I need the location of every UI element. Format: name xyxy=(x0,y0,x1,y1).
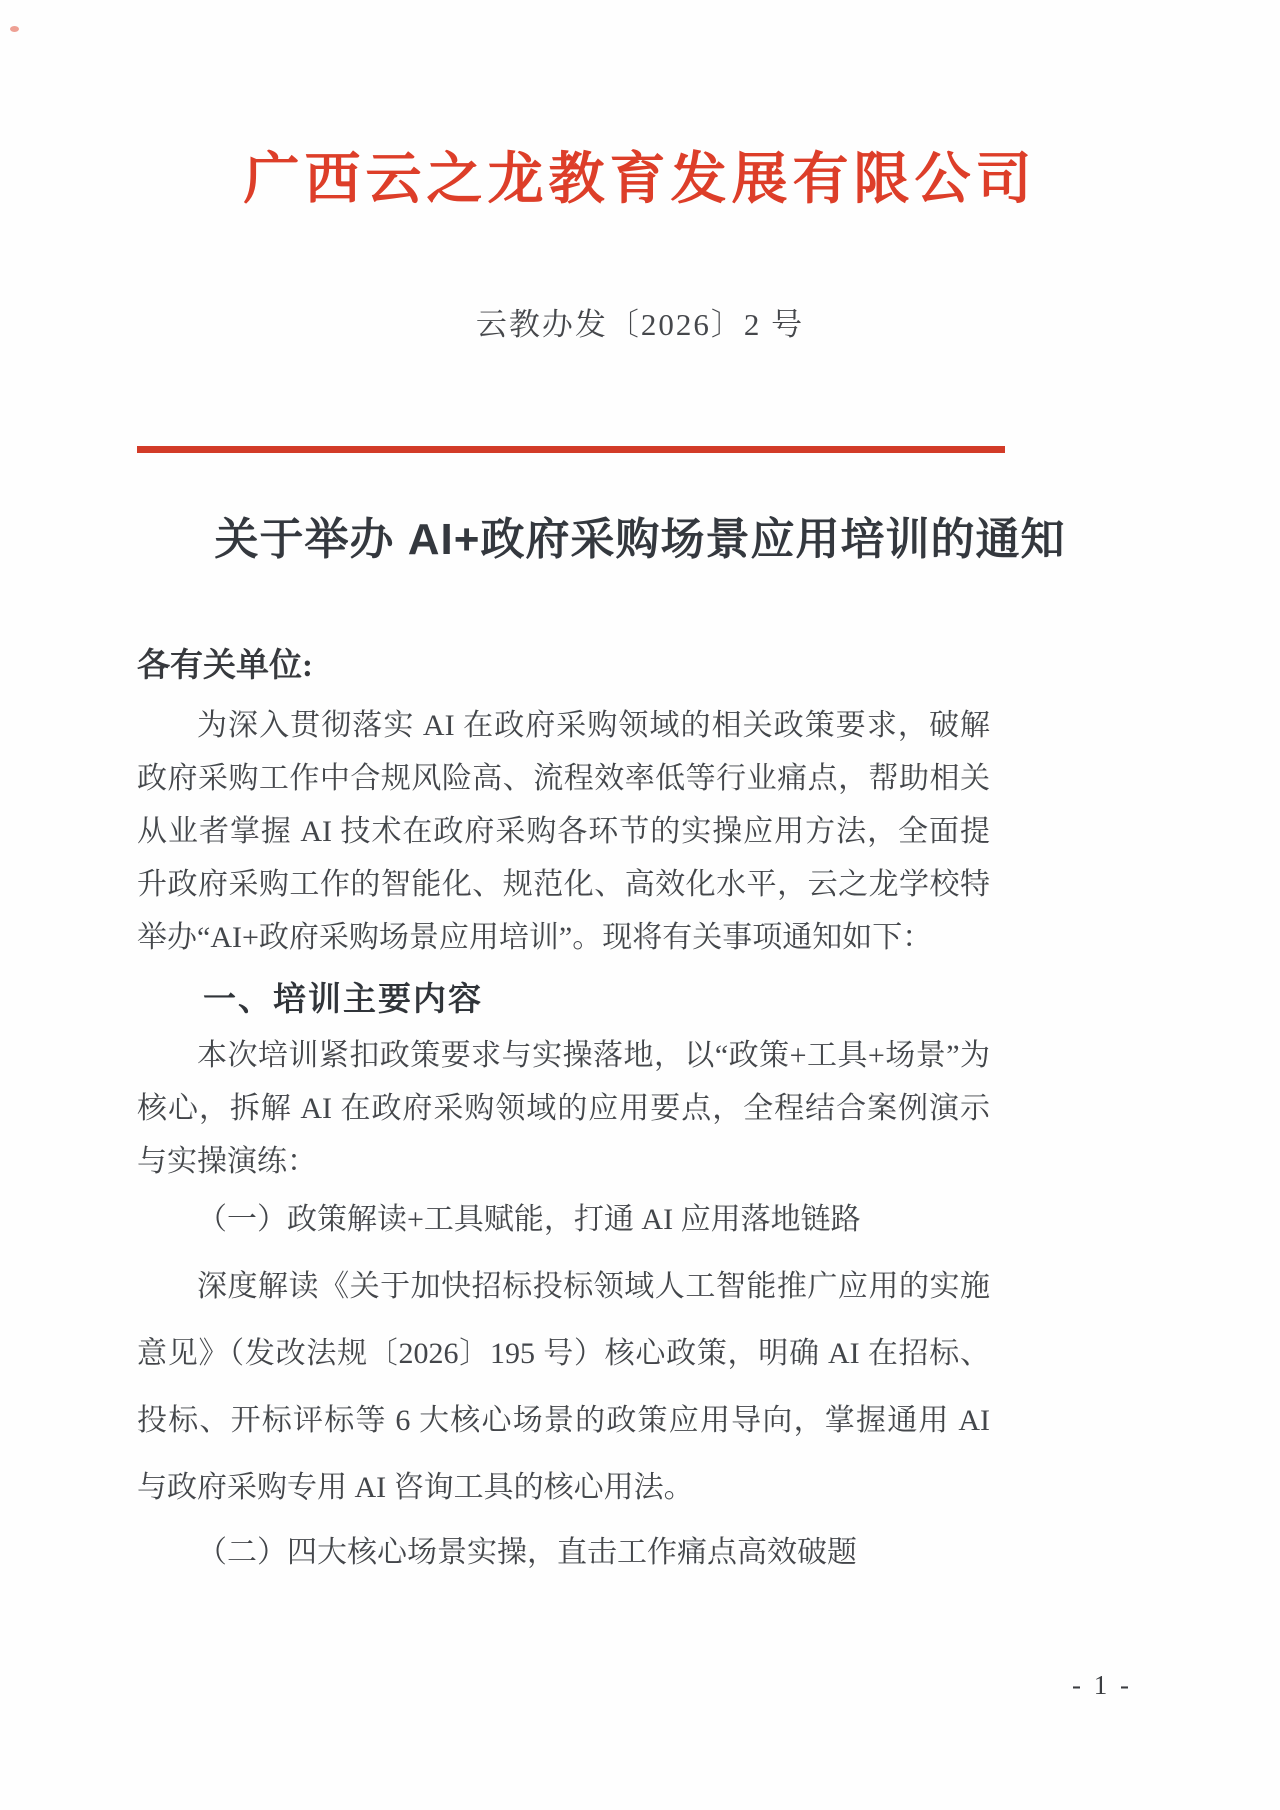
sub-heading-item-2: （二）四大核心场景实操，直击工作痛点高效破题 xyxy=(197,1536,857,1569)
paragraph-intro: 为深入贯彻落实 AI 在政府采购领域的相关政策要求，破解政府采购工作中合规风险高、流程效率低等行业痛点，帮助相关从业者掌握 AI 技术在政府采购各环节的实操应用方法，全面提升政府采购工作的智能化、规范化、高效化水平，云之龙学校特举办“AI+政府采购场景应用培训”。现将有关事项通知如下： xyxy=(137,709,990,954)
section-heading-1: 一、培训主要内容 xyxy=(203,980,483,1017)
notice-title: 关于举办 AI+政府采购场景应用培训的通知 xyxy=(214,515,1066,564)
document-body xyxy=(137,645,990,1579)
sub-heading-item-1: （一）政策解读+工具赋能，打通 AI 应用落地链路 xyxy=(197,1203,861,1236)
page-number: - 1 - xyxy=(1072,1670,1132,1700)
paragraph-policy-detail: 深度解读《关于加快招标投标领域人工智能推广应用的实施意见》（发改法规〔2026〕195 号）核心政策，明确 AI 在招标、投标、开标评标等 6 大核心场景的政策应用导向，掌握通用 AI 与政府采购专用 AI 咨询工具的核心用法。 xyxy=(137,1270,990,1504)
letterhead-company-name: 广西云之龙教育发展有限公司 xyxy=(243,147,1037,210)
salutation: 各有关单位: xyxy=(137,648,313,684)
document-reference-number: 云教办发〔2026〕2 号 xyxy=(475,307,805,342)
red-header-divider xyxy=(137,446,1005,453)
paragraph-training-overview: 本次培训紧扣政策要求与实操落地，以“政策+工具+场景”为核心，拆解 AI 在政府采购领域的应用要点，全程结合案例演示与实操演练： xyxy=(137,1039,990,1178)
scan-artifact-dot xyxy=(10,26,19,32)
